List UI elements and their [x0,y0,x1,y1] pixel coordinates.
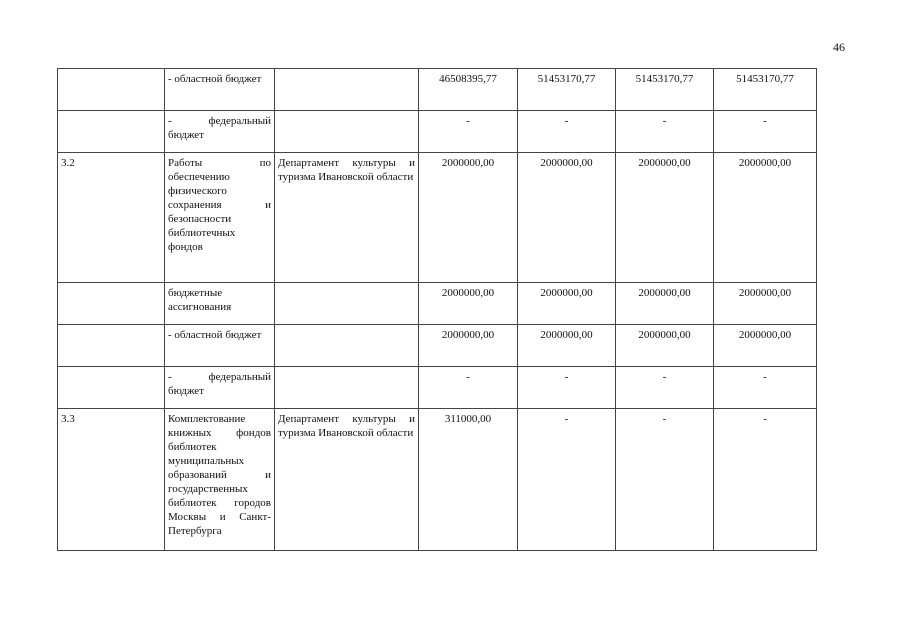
row-name: - федеральный бюджет [165,111,275,153]
row-value-2: - [518,111,616,153]
row-value-4: - [714,367,817,409]
row-value-4: 2000000,00 [714,153,817,283]
row-number [58,111,165,153]
row-executor: Департамент культуры и туризма Ивановской области [275,409,419,551]
row-value-3: 2000000,00 [616,283,714,325]
row-value-2: - [518,367,616,409]
row-value-3: - [616,367,714,409]
row-value-1: - [419,367,518,409]
row-executor [275,367,419,409]
budget-table [57,68,817,551]
row-value-1: - [419,111,518,153]
row-name: - федеральный бюджет [165,367,275,409]
table-row [58,409,817,551]
row-value-2: 2000000,00 [518,153,616,283]
row-value-1: 46508395,77 [419,69,518,111]
row-value-1: 2000000,00 [419,153,518,283]
row-number [58,69,165,111]
table-row [58,325,817,367]
row-name: Комплектование книжных фондов библиотек муниципальных образований и государственных библиотек городов Москвы и Санкт-Петербурга [165,409,275,551]
row-value-3: 2000000,00 [616,325,714,367]
row-executor [275,325,419,367]
row-number: 3.3 [58,409,165,551]
row-value-2: - [518,409,616,551]
row-name: - областной бюджет [165,69,275,111]
row-executor [275,69,419,111]
row-value-1: 2000000,00 [419,325,518,367]
page-number: 46 [833,40,845,54]
row-executor: Департамент культуры и туризма Ивановской области [275,153,419,283]
row-name: бюджетные ассигнования [165,283,275,325]
table-row [58,283,817,325]
row-value-4: 2000000,00 [714,283,817,325]
row-value-3: 2000000,00 [616,153,714,283]
row-value-4: - [714,111,817,153]
row-name: Работы по обеспечению физического сохранения и безопасности библиотечных фондов [165,153,275,283]
row-number [58,325,165,367]
row-number [58,367,165,409]
row-value-3: 51453170,77 [616,69,714,111]
row-value-2: 51453170,77 [518,69,616,111]
row-executor [275,283,419,325]
row-value-4: - [714,409,817,551]
table-row [58,153,817,283]
row-value-1: 311000,00 [419,409,518,551]
row-number: 3.2 [58,153,165,283]
table-row [58,69,817,111]
row-value-3: - [616,111,714,153]
row-value-4: 51453170,77 [714,69,817,111]
row-value-3: - [616,409,714,551]
row-value-4: 2000000,00 [714,325,817,367]
row-value-2: 2000000,00 [518,283,616,325]
row-executor [275,111,419,153]
table-row [58,367,817,409]
row-number [58,283,165,325]
row-value-1: 2000000,00 [419,283,518,325]
table-row [58,111,817,153]
row-name: - областной бюджет [165,325,275,367]
row-value-2: 2000000,00 [518,325,616,367]
